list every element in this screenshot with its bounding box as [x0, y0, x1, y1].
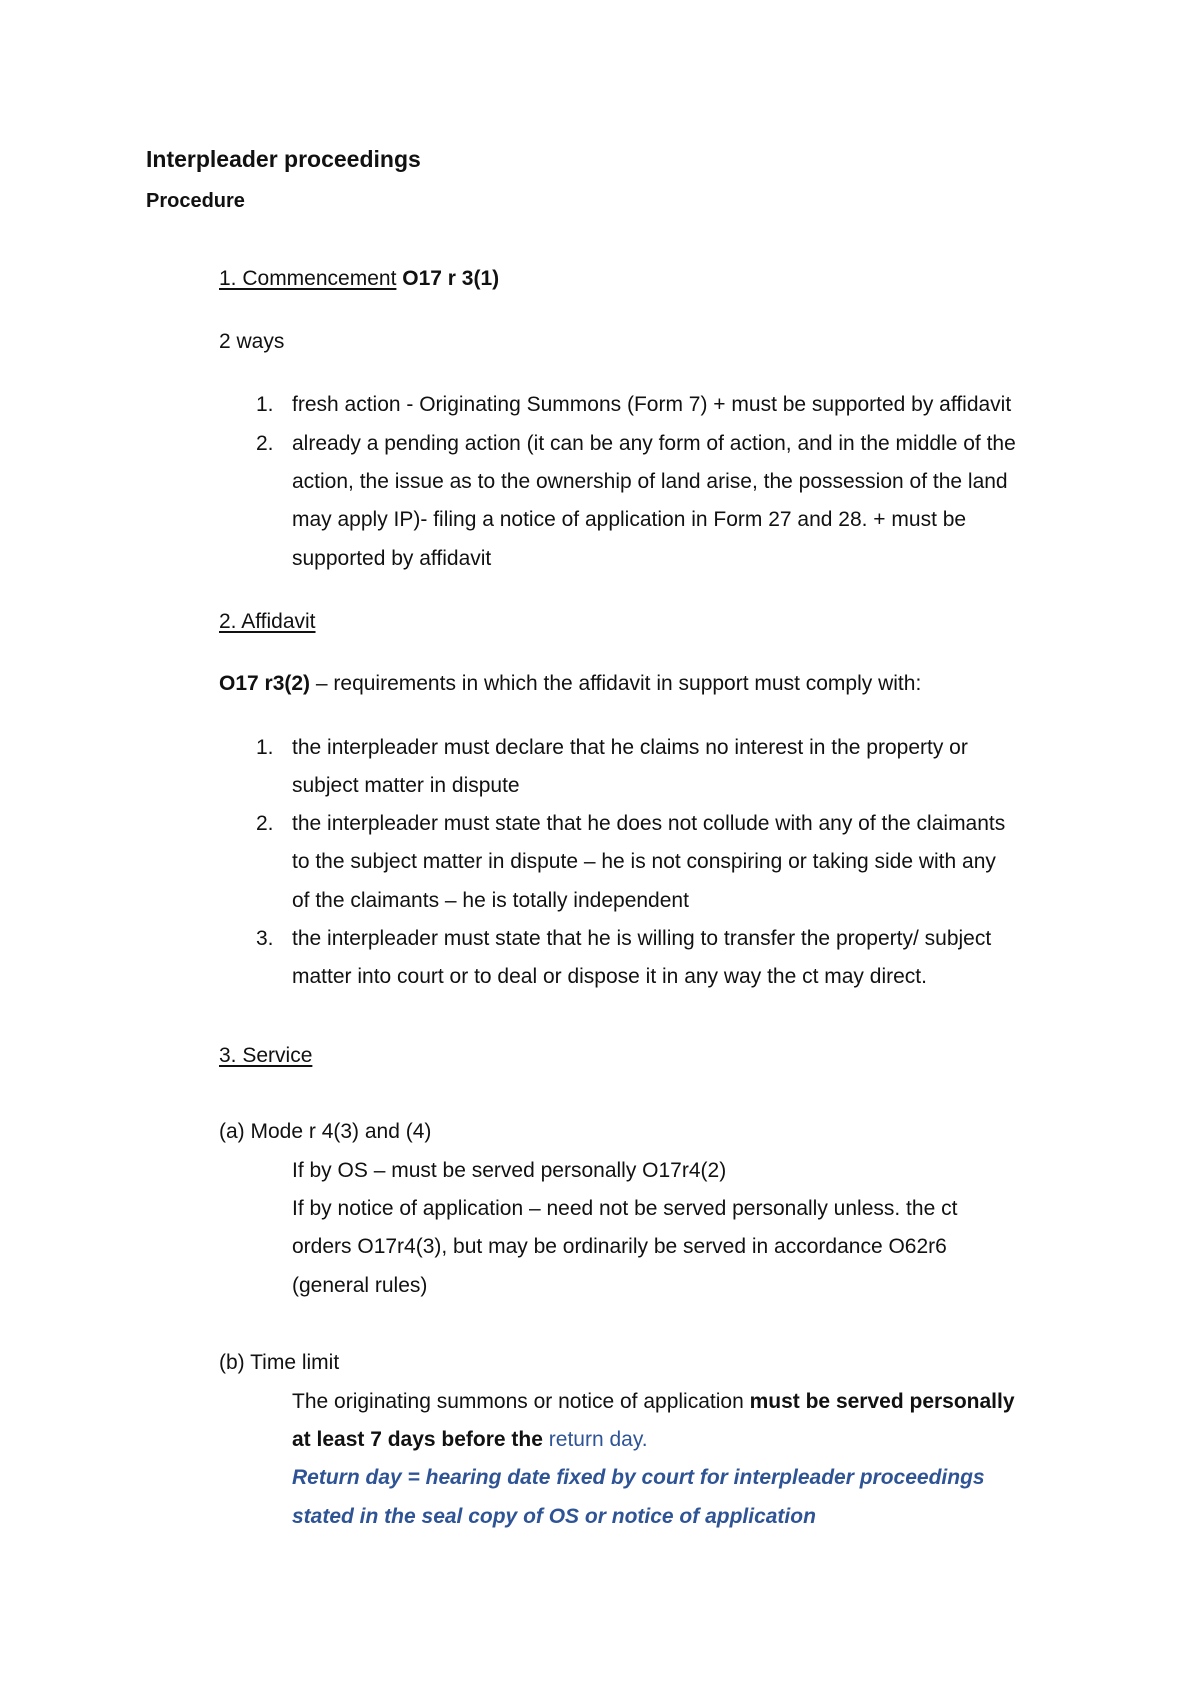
return-day-definition: stated in the seal copy of OS or notice of application	[292, 1505, 816, 1528]
mode-line: If by notice of application – need not be served personally unless. the ct	[292, 1197, 958, 1220]
mode-line: If by OS – must be served personally O17r4(2)	[292, 1159, 727, 1182]
section-1-heading-text: 1. Commencement	[219, 267, 397, 290]
list-item-line: fresh action - Originating Summons (Form 7) + must be supported by affidavit	[292, 393, 1012, 416]
time-limit-line-2	[292, 1429, 648, 1450]
list-item-line: to the subject matter in dispute – he is not conspiring or taking side with any	[292, 850, 996, 873]
list-item-line: matter into court or to deal or dispose it in any way the ct may direct.	[292, 965, 927, 988]
document-subtitle: Procedure	[146, 190, 245, 212]
list-item-line: may apply IP)- filing a notice of application in Form 27 and 28. + must be	[292, 508, 967, 531]
list-item-line: the interpleader must declare that he claims no interest in the property or	[292, 736, 968, 759]
section-3-heading: 3. Service	[219, 1044, 313, 1067]
time-limit-line-1	[292, 1391, 1015, 1412]
return-day-definition: Return day = hearing date fixed by court for interpleader proceedings	[292, 1466, 985, 1489]
time-limit-emphasis: at least 7 days before the	[292, 1428, 549, 1451]
section-2-rule-ref: O17 r3(2)	[219, 672, 311, 695]
return-day-term: return day.	[548, 1428, 648, 1451]
list-item-number: 1.	[256, 393, 274, 416]
list-item-line: of the claimants – he is totally independent	[292, 889, 689, 912]
mode-label: (a) Mode r 4(3) and (4)	[219, 1120, 432, 1143]
section-1-rule-ref: O17 r 3(1)	[402, 267, 500, 290]
mode-line: orders O17r4(3), but may be ordinarily be served in accordance O62r6	[292, 1235, 947, 1258]
list-item-number: 2.	[256, 432, 274, 455]
list-item-line: already a pending action (it can be any form of action, and in the middle of the	[292, 432, 1016, 455]
list-item-line: action, the issue as to the ownership of land arise, the possession of the land	[292, 470, 1008, 493]
list-item-line: the interpleader must state that he is willing to transfer the property/ subject	[292, 927, 992, 950]
time-limit-text: The originating summons or notice of application	[292, 1390, 750, 1413]
section-2-rule	[219, 673, 921, 694]
list-item-line: supported by affidavit	[292, 547, 492, 570]
time-limit-emphasis: must be served personally	[749, 1390, 1015, 1413]
list-item-line: the interpleader must state that he does not collude with any of the claimants	[292, 812, 1006, 835]
list-item-number: 2.	[256, 812, 274, 835]
document-title: Interpleader proceedings	[146, 146, 421, 172]
list-item-number: 1.	[256, 736, 274, 759]
section-2-rule-text: – requirements in which the affidavit in support must comply with:	[310, 672, 922, 695]
list-item-number: 3.	[256, 927, 274, 950]
section-1-intro: 2 ways	[219, 330, 285, 353]
section-1-heading	[219, 268, 499, 289]
list-item-line: subject matter in dispute	[292, 774, 520, 797]
section-2-heading: 2. Affidavit	[219, 610, 316, 633]
mode-line: (general rules)	[292, 1274, 428, 1297]
time-limit-label: (b) Time limit	[219, 1351, 340, 1374]
